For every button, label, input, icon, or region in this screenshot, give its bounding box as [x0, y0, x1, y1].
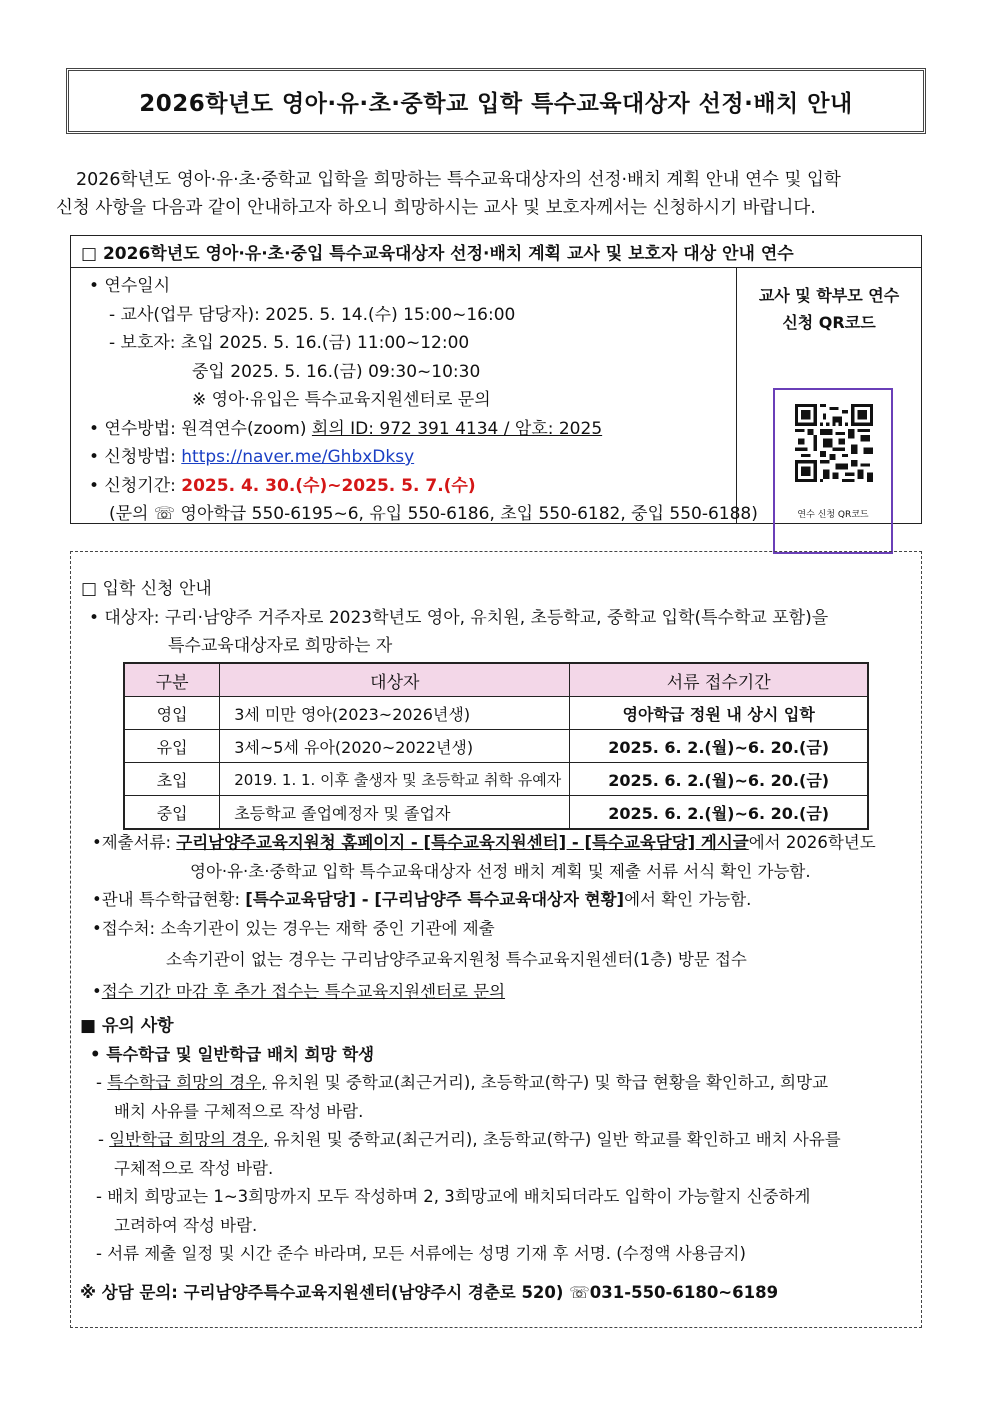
qr-title-line-1: 교사 및 학부모 연수: [758, 286, 900, 305]
admission-table: [123, 662, 869, 830]
admission-details: [92, 829, 922, 1006]
training-header: □ 2026학년도 영아·유·초·중입 특수교육대상자 선정·배치 계획 교사 및 보호자 대상 안내 연수: [71, 236, 921, 268]
qr-section: [737, 268, 921, 523]
table-header-row: [124, 663, 868, 697]
table-cell-target: 2019. 1. 1. 이후 출생자 및 초등학교 취학 유예자: [220, 763, 570, 796]
table-cell-type: 초입: [124, 763, 220, 796]
receive-line-2: 소속기관이 없는 경우는 구리남양주교육지원청 특수교육지원센터(1층) 방문 접수: [166, 950, 747, 969]
training-contact: (문의 ☏ 영아학급 550-6195~6, 유입 550-6186, 초입 550-6182, 중입 550-6188): [109, 504, 758, 524]
training-teacher-time: - 교사(업무 담당자): 2025. 5. 14.(수) 15:00~16:00: [109, 304, 516, 325]
qr-code-icon[interactable]: [795, 404, 873, 482]
late-line: •접수 기간 마감 후 추가 접수는 특수교육지원센터로 문의: [92, 981, 506, 1001]
training-apply: [89, 443, 736, 472]
note-2-line-2: 구체적으로 작성 바람.: [114, 1158, 274, 1178]
intro-line-1: 2026학년도 영아·유·초·중학교 입학을 희망하는 특수교육대상자의 선정·배치 계획 안내 연수 및 입학: [76, 170, 841, 190]
table-cell-type: 유입: [124, 730, 220, 763]
training-note: ※ 영아·유입은 특수교육지원센터로 문의: [192, 390, 491, 410]
docs-path: 구리남양주교육지원청 홈페이지 - [특수교육지원센터] - [특수교육담당] 게시글: [176, 833, 749, 852]
table-header-cell: 서류 접수기간: [570, 663, 868, 697]
qr-card: [773, 388, 893, 554]
note-3: - 배치 희망교는 1~3희망까지 모두 작성하며 2, 3희망교에 배치되더라도 입학이 가능할지 신중하게: [96, 1187, 811, 1206]
table-cell-type: 영입: [124, 697, 220, 730]
note-1-line-2: 배치 사유를 구체적으로 작성 바람.: [114, 1101, 364, 1121]
table-cell-period: 2025. 6. 2.(월)~6. 20.(금): [570, 763, 868, 796]
admission-header: □ 입학 신청 안내: [81, 579, 212, 599]
note-3-line-2: 고려하여 작성 바람.: [114, 1215, 258, 1235]
notes-section: [80, 1012, 920, 1307]
note-1-emphasis: 특수학급 희망의 경우,: [107, 1073, 267, 1092]
note-4: - 서류 제출 일정 및 시간 준수 바라며, 모든 서류에는 성명 기재 후 서명. (수정액 사용금지): [96, 1244, 746, 1263]
training-method: [89, 415, 736, 444]
table-row: [124, 730, 868, 763]
training-period: [89, 472, 736, 501]
note-2-emphasis: 일반학급 희망의 경우,: [109, 1130, 269, 1149]
qr-title: [737, 282, 921, 336]
page-title: 2026학년도 영아·유·초·중학교 입학 특수교육대상자 선정·배치 안내: [66, 68, 926, 134]
admission-target-2: 특수교육대상자로 희망하는 자: [168, 636, 393, 656]
table-header-cell: 대상자: [220, 663, 570, 697]
intro-paragraph: [56, 166, 926, 222]
table-cell-period: 영아학급 정원 내 상시 입학: [570, 697, 868, 730]
apply-link[interactable]: https://naver.me/GhbxDksy: [181, 447, 415, 467]
training-details: [71, 268, 758, 524]
training-parent-mid-time: 중입 2025. 5. 16.(금) 09:30~10:30: [192, 361, 481, 382]
status-prefix: •관내 특수학급현황:: [92, 890, 246, 909]
notes-header: ■ 유의 사항: [80, 1016, 174, 1036]
training-box: [70, 235, 922, 524]
table-cell-period: 2025. 6. 2.(월)~6. 20.(금): [570, 730, 868, 763]
docs-suffix: 에서 2026학년도: [748, 833, 876, 852]
late-text: 접수 기간 마감 후 추가 접수는 특수교육지원센터로 문의: [101, 981, 506, 1001]
table-header-cell: 구분: [124, 663, 220, 697]
training-period-value: 2025. 4. 30.(수)~2025. 5. 7.(수): [181, 475, 476, 496]
qr-title-line-2: 신청 QR코드: [782, 313, 876, 332]
note-2-rest: 유치원 및 중학교(최근거리), 초등학교(학구) 일반 학교를 확인하고 배치 사유를: [268, 1130, 841, 1149]
note-1: - 특수학급 희망의 경우, 유치원 및 중학교(최근거리), 초등학교(학구) 및 학급 현황을 확인하고, 희망교: [96, 1073, 829, 1092]
table-row: [124, 796, 868, 830]
note-2: - 일반학급 희망의 경우, 유치원 및 중학교(최근거리), 초등학교(학구) 일반 학교를 확인하고 배치 사유를: [98, 1130, 841, 1149]
intro-line-2: 신청 사항을 다음과 같이 안내하고자 하오니 희망하시는 교사 및 보호자께서는 신청하시기 바랍니다.: [56, 198, 816, 218]
training-parent-elem-time: - 보호자: 초입 2025. 5. 16.(금) 11:00~12:00: [109, 333, 470, 353]
consult-line: ※ 상담 문의: 구리남양주특수교육지원센터(남양주시 경춘로 520) ☏031-550-6180~6189: [80, 1282, 779, 1302]
status-line: [92, 886, 922, 915]
table-cell-target: 3세 미만 영아(2023~2026년생): [220, 697, 570, 730]
table-row: [124, 697, 868, 730]
qr-caption: 연수 신청 QR코드: [797, 510, 869, 520]
table-cell-type: 중입: [124, 796, 220, 830]
training-method-label: • 연수방법: 원격연수(zoom): [89, 418, 312, 439]
status-suffix: 에서 확인 가능함.: [624, 890, 752, 909]
status-path: [특수교육담당] - [구리남양주 특수교육대상자 현황]: [245, 890, 625, 909]
docs-prefix: •제출서류:: [92, 833, 177, 852]
table-cell-target: 3세~5세 유아(2020~2022년생): [220, 730, 570, 763]
table-row: [124, 763, 868, 796]
zoom-meeting-id: 회의 ID: 972 391 4134 / 암호: 2025: [311, 418, 603, 439]
receive-line-1: •접수처: 소속기관이 있는 경우는 재학 중인 기관에 제출: [92, 918, 495, 938]
training-date-label: • 연수일시: [89, 276, 171, 296]
notes-sub: • 특수학급 및 일반학급 배치 희망 학생: [90, 1044, 375, 1064]
table-cell-period: 2025. 6. 2.(월)~6. 20.(금): [570, 796, 868, 830]
docs-line-2: 영아·유·초·중학교 입학 특수교육대상자 선정 배치 계획 및 제출 서류 서식 확인 가능함.: [190, 861, 811, 881]
training-period-label: • 신청기간:: [89, 475, 182, 496]
note-1-rest: 유치원 및 중학교(최근거리), 초등학교(학구) 및 학급 현황을 확인하고, 희망교: [266, 1073, 829, 1092]
docs-line: [92, 829, 922, 858]
admission-target-1: • 대상자: 구리·남양주 거주자로 2023학년도 영아, 유치원, 초등학교, 중학교 입학(특수학교 포함)을: [89, 608, 829, 628]
training-apply-label: • 신청방법:: [89, 447, 182, 467]
table-cell-target: 초등학교 졸업예정자 및 졸업자: [220, 796, 570, 830]
